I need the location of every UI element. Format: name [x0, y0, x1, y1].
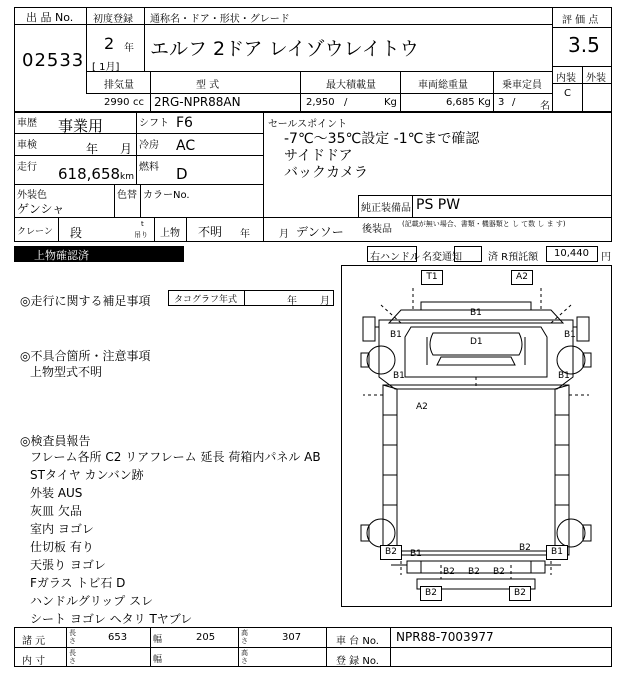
body-unknown: 不明 — [198, 225, 223, 239]
max-load-unit: Kg — [384, 97, 397, 108]
aftermarket-note: (記載が無い場合、書類・機器類と し て数 し ま す) — [402, 220, 566, 228]
mileage-label: 走行 — [17, 162, 37, 173]
name-label: 通称名・ドア・形状・グレード — [150, 14, 290, 25]
reg-label: 登 録 No. — [336, 656, 379, 667]
body-year: 年 — [240, 229, 250, 240]
recycle-amount: 10,440 — [554, 248, 589, 259]
displacement-label: 排気量 — [104, 80, 134, 91]
shift-label: シフト — [139, 118, 169, 129]
score-label: 評 価 点 — [562, 15, 599, 26]
ext-color-value: ゲンシャ — [17, 202, 65, 216]
crane-hang: 吊り — [134, 231, 148, 239]
damage-mark: T1 — [421, 270, 443, 285]
tacho-year: 年 — [287, 296, 297, 307]
defects-title: ◎不具合箇所・注意事項 — [20, 349, 151, 363]
damage-mark: B2 — [493, 567, 505, 577]
aftermarket-label: 後装品 — [362, 224, 392, 235]
sales-point-2: サイドドア — [284, 148, 353, 164]
length-value: 653 — [108, 632, 128, 643]
model-label: 型 式 — [196, 80, 220, 91]
damage-mark: B1 — [410, 549, 422, 559]
length-label: 長さ — [69, 649, 76, 665]
damage-mark: A2 — [511, 270, 533, 285]
sales-points-title: セールスポイント — [268, 119, 348, 130]
crane-ton: t — [141, 220, 144, 228]
genuine-label: 純正装備品 — [361, 203, 411, 214]
inspection-month: 月 — [120, 142, 133, 156]
score-value: 3.5 — [568, 33, 600, 57]
inspector-line-2: STタイヤ カンバン跡 — [30, 468, 144, 482]
meter-change-label: 名変通知 — [422, 252, 462, 263]
max-load-label: 最大積載量 — [326, 80, 376, 91]
genuine-value: PS PW — [416, 197, 461, 213]
capacity-unit: 名 — [540, 101, 550, 112]
model-value: 2RG-NPR88AN — [154, 95, 241, 109]
damage-mark: B2 — [420, 586, 442, 601]
damage-mark: B1 — [546, 545, 568, 560]
damage-mark: B1 — [390, 330, 402, 340]
width-value: 205 — [196, 632, 216, 643]
exterior-label: 外装 — [586, 73, 606, 84]
meter-change-box — [454, 246, 482, 262]
lot-label: 出 品 No. — [26, 11, 74, 24]
first-reg-label: 初度登録 — [93, 14, 133, 25]
height-label: 高さ — [241, 629, 248, 645]
gross-weight-value: 6,685 — [446, 97, 475, 108]
damage-mark: B2 — [468, 567, 480, 577]
max-load-slash: / — [344, 97, 348, 108]
capacity-value: 3 — [498, 97, 505, 108]
interior-grade: C — [564, 88, 571, 99]
gross-weight-unit: Kg — [478, 97, 491, 108]
damage-mark: B2 — [509, 586, 531, 601]
reg-year: 2 — [104, 34, 115, 53]
car-name: エルフ 2ドア レイゾウレイトウ — [150, 38, 419, 60]
displacement-value: 2990 — [104, 97, 130, 108]
lot-number: 02533 — [22, 50, 85, 71]
history-value: 事業用 — [58, 117, 104, 135]
capacity-label: 乗車定員 — [502, 80, 542, 91]
width-label: 幅 — [153, 635, 163, 645]
damage-mark: B1 — [393, 371, 405, 381]
damage-mark: B1 — [564, 330, 576, 340]
inspection-year: 年 — [86, 142, 99, 156]
interior-label: 内装 — [556, 73, 576, 84]
damage-mark: B1 — [470, 308, 482, 318]
damage-mark: B2 — [519, 543, 531, 553]
chassis-label: 車 台 No. — [336, 636, 379, 647]
reg-year-suffix: 年 — [124, 43, 134, 54]
damage-mark: B2 — [443, 567, 455, 577]
ext-color-label: 外装色 — [17, 190, 47, 201]
sales-point-3: バックカメラ — [284, 165, 368, 181]
inspector-line-6: 仕切板 有り — [30, 540, 94, 554]
damage-mark: B2 — [380, 545, 402, 560]
ac-label: 冷房 — [139, 140, 159, 151]
width-label: 幅 — [153, 655, 163, 665]
max-load-value: 2,950 — [306, 97, 335, 108]
inspector-line-7: 天張り ヨゴレ — [30, 558, 106, 572]
inspector-title: ◎検査員報告 — [20, 434, 91, 448]
reg-month: [ 1月] — [92, 62, 120, 73]
fuel-value: D — [176, 165, 188, 183]
inner-label: 内 寸 — [22, 656, 46, 667]
inspector-line-5: 室内 ヨゴレ — [30, 522, 94, 536]
dims-label: 諸 元 — [22, 636, 46, 647]
sales-point-1: -7℃～35℃設定 -1℃まで確認 — [284, 131, 480, 147]
crane-stage: 段 — [70, 226, 83, 240]
history-label: 車歴 — [17, 118, 37, 129]
damage-mark: A2 — [416, 402, 428, 412]
color-code-label: カラーNo. — [143, 190, 190, 201]
defect-line-1: 上物型式不明 — [30, 365, 103, 379]
body-check-title: 上物確認済 — [34, 249, 89, 262]
body-maker: デンソー — [296, 225, 344, 239]
tacho-month: 月 — [320, 296, 330, 307]
recycle-unit: 円 — [601, 252, 611, 263]
recycle-label: 済 R預託額 — [488, 252, 539, 263]
crane-label: クレーン — [17, 227, 53, 237]
inspector-line-8: Fガラス トビ石 D — [30, 576, 126, 590]
height-value: 307 — [282, 632, 302, 643]
gross-weight-label: 車両総重量 — [418, 80, 468, 91]
mileage-value: 618,658 — [58, 165, 121, 183]
inspection-label: 車検 — [17, 140, 37, 151]
capacity-slash: / — [512, 97, 516, 108]
displacement-unit: cc — [133, 97, 144, 108]
inspector-line-4: 灰皿 欠品 — [30, 504, 82, 518]
damage-mark: B1 — [558, 371, 570, 381]
inspector-line-3: 外装 AUS — [30, 486, 83, 500]
inspector-line-9: ハンドルグリップ スレ — [30, 594, 154, 608]
driving-notes-title: ◎走行に関する補足事項 — [20, 294, 151, 308]
handle-side: 右ハンドル — [370, 252, 420, 263]
mileage-unit: km — [120, 172, 134, 182]
damage-mark: D1 — [470, 337, 483, 347]
shift-value: F6 — [176, 115, 193, 131]
height-label: 高さ — [241, 649, 248, 665]
tacho-label: タコグラフ年式 — [174, 295, 238, 305]
inspector-line-10: シート ヨゴレ ヘタリ Tヤブレ — [30, 612, 193, 626]
ac-value: AC — [176, 138, 196, 154]
fuel-label: 燃料 — [139, 162, 159, 173]
inspector-line-1: フレーム各所 C2 リアフレーム 延長 荷箱内パネル AB — [30, 450, 321, 464]
length-label: 長さ — [69, 629, 76, 645]
body-label: 上物 — [160, 228, 180, 239]
color-no-label: 色替 — [117, 190, 137, 201]
chassis-value: NPR88-7003977 — [396, 630, 494, 644]
body-month: 月 — [279, 229, 289, 240]
